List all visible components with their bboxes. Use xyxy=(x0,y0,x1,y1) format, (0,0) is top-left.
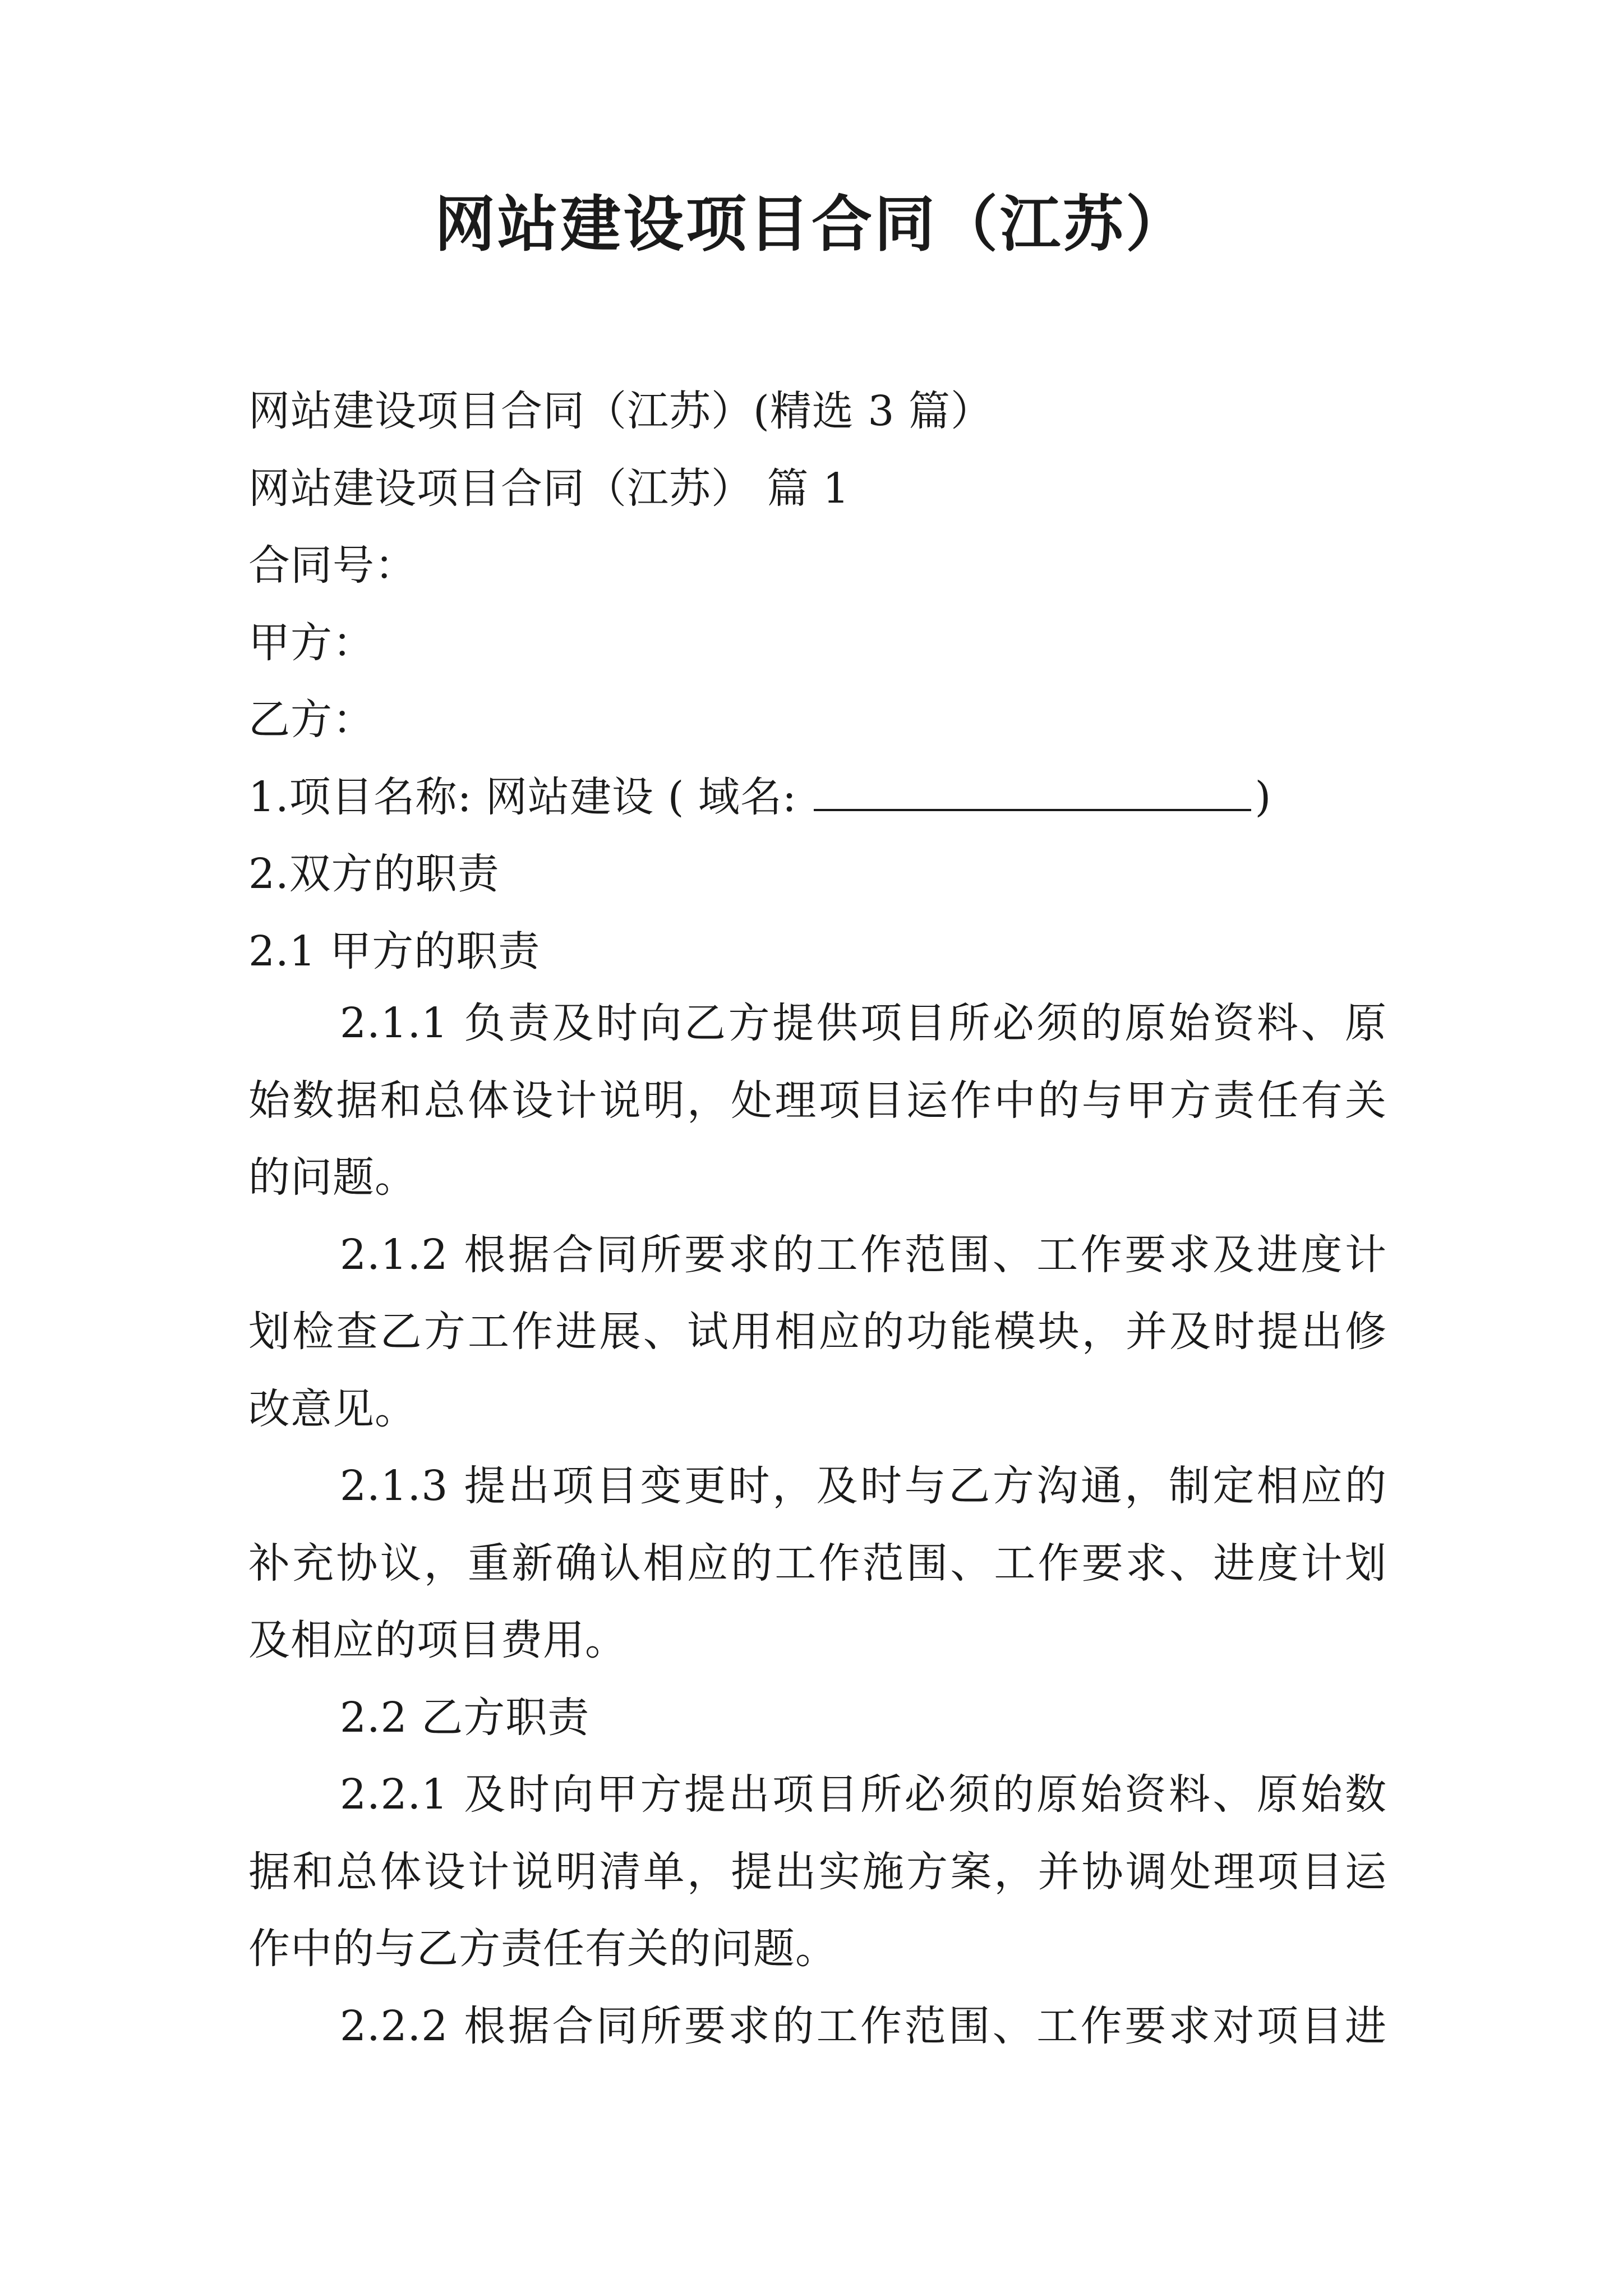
p222-l1: 2.2.2 根据合同所要求的工作范围、工作要求对项目进 xyxy=(340,2001,1387,2050)
subtitle-line: 网站建设项目合同（江苏）(精选 3 篇） xyxy=(248,387,993,435)
item-project-name-text: 1.项目名称: 网站建设 ( 域名: xyxy=(248,772,811,821)
p213-l3: 及相应的项目费用。 xyxy=(248,1616,627,1664)
p213-l1: 2.1.3 提出项目变更时，及时与乙方沟通，制定相应的 xyxy=(340,1462,1387,1510)
part-heading: 网站建设项目合同（江苏） 篇 1 xyxy=(248,464,850,513)
p213-l2: 补充协议，重新确认相应的工作范围、工作要求、进度计划 xyxy=(248,1539,1387,1588)
item-project-name xyxy=(248,759,1393,836)
item-party-a-duties: 2.1 甲方的职责 xyxy=(248,927,541,976)
p212-l3: 改意见。 xyxy=(248,1384,417,1433)
document-body xyxy=(248,373,1393,990)
party-b-label: 乙方： xyxy=(248,696,375,744)
p211-l3: 的问题。 xyxy=(248,1153,417,1202)
contract-number-label: 合同号： xyxy=(248,541,417,590)
item-responsibilities: 2.双方的职责 xyxy=(248,850,500,898)
p211-l2: 始数据和总体设计说明，处理项目运作中的与甲方责任有关 xyxy=(248,1076,1387,1125)
item-project-name-close: ) xyxy=(1255,772,1272,821)
p221-l3: 作中的与乙方责任有关的问题。 xyxy=(248,1925,837,1973)
heading-22: 2.2 乙方职责 xyxy=(340,1693,590,1742)
p212-l1: 2.1.2 根据合同所要求的工作范围、工作要求及进度计 xyxy=(340,1230,1387,1279)
p212-l2: 划检查乙方工作进展、试用相应的功能模块，并及时提出修 xyxy=(248,1308,1387,1356)
p221-l1: 2.2.1 及时向甲方提出项目所必须的原始资料、原始数 xyxy=(340,1770,1387,1819)
document-title: 网站建设项目合同（江苏） xyxy=(434,189,1188,260)
paragraph-canvas xyxy=(248,990,1387,2296)
party-a-label: 甲方： xyxy=(248,618,375,667)
p221-l2: 据和总体设计说明清单，提出实施方案，并协调处理项目运 xyxy=(248,1847,1387,1896)
p211-l1: 2.1.1 负责及时向乙方提供项目所必须的原始资料、原 xyxy=(340,999,1387,1047)
domain-blank-line xyxy=(814,771,1251,811)
